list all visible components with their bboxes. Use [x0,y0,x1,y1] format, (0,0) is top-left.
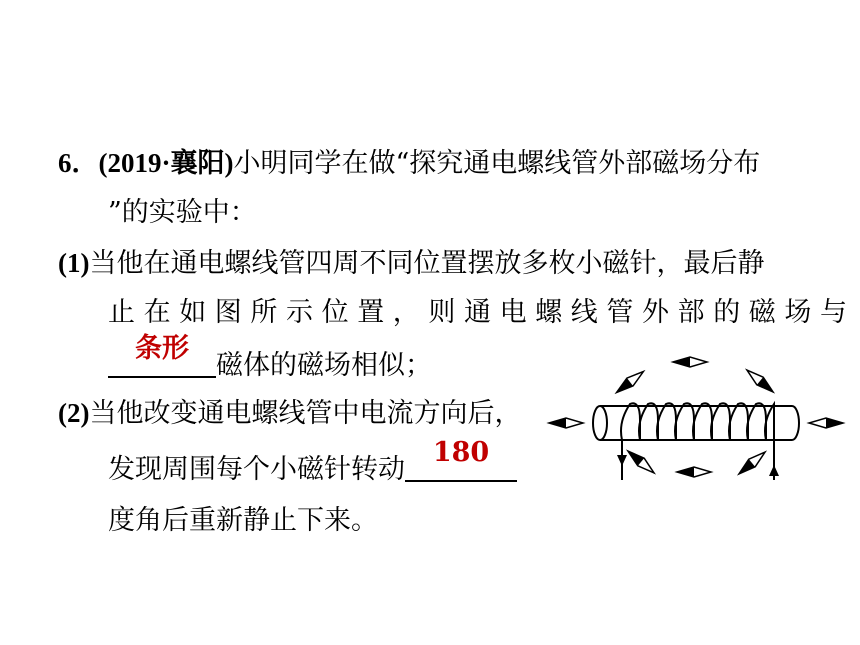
part1-text-2: 止在如图所示位置，则通电螺线管外部的磁场与 [108,297,856,328]
question-source: (2019·襄阳) [98,148,234,178]
answer-2: 180 [432,437,490,468]
part2-text-2: 发现周围每个小磁针转动 [108,454,405,485]
part1-text-1: 当他在通电螺线管四周不同位置摆放多枚小磁针，最后静 [89,248,765,279]
part1-text-3: 磁体的磁场相似； [216,350,432,381]
part2-text-1: 当他改变通电螺线管中电流方向后， [89,398,522,429]
part1-label: (1) [58,248,90,278]
answer-1: 条形 [135,333,189,364]
question-stem-2: ”的实验中： [108,197,257,228]
question-number: 6． [58,148,99,178]
part2-text-3: 度角后重新静止下来。 [108,505,378,536]
question-stem-1: 小明同学在做“探究通电螺线管外部磁场分布 [233,148,761,179]
part2-label: (2) [58,398,90,428]
